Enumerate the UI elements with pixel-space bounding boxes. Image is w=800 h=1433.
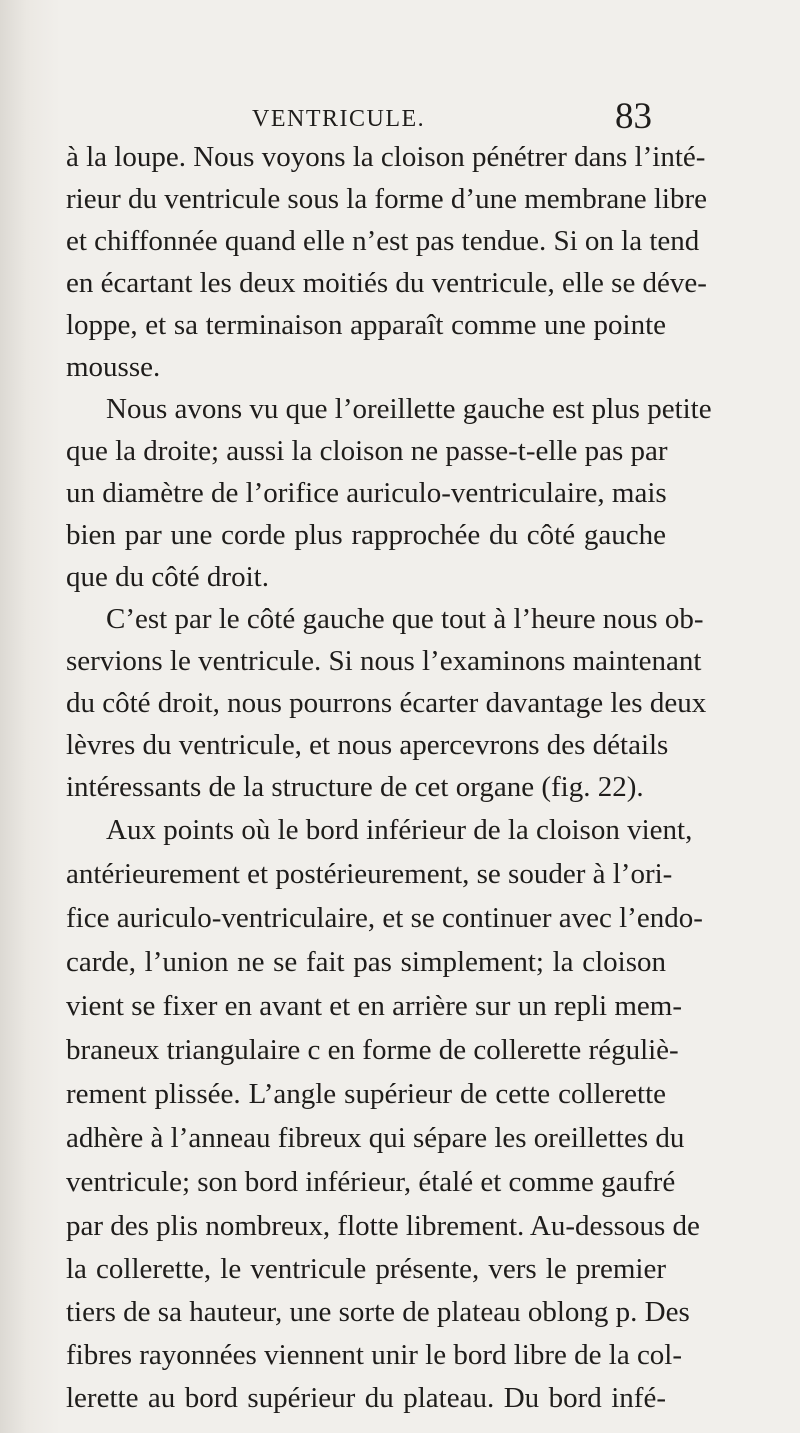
text-line: loppe, et sa terminaison apparaît comme une pointe: [66, 309, 666, 341]
text-line: du côté droit, nous pourrons écarter davantage les deux: [66, 687, 707, 719]
text-line: intéressants de la structure de cet organe (fig. 22).: [66, 771, 644, 803]
text-line: un diamètre de l’orifice auriculo-ventriculaire, mais: [66, 477, 667, 509]
text-line: fibres rayonnées viennent unir le bord libre de la col-: [66, 1339, 683, 1371]
text-line: lèvres du ventricule, et nous apercevrons des détails: [66, 729, 669, 761]
text-line: rieur du ventricule sous la forme d’une membrane libre: [66, 183, 707, 215]
text-line: C’est par le côté gauche que tout à l’heure nous ob-: [106, 603, 704, 635]
text-line: mousse.: [66, 351, 161, 383]
text-line: antérieurement et postérieurement, se souder à l’ori-: [66, 858, 673, 890]
text-line: à la loupe. Nous voyons la cloison pénétrer dans l’inté-: [66, 141, 706, 173]
text-line: la collerette, le ventricule présente, vers le premier: [66, 1253, 666, 1285]
text-line: rement plissée. L’angle supérieur de cette collerette: [66, 1078, 666, 1110]
text-line: que du côté droit.: [66, 561, 269, 593]
text-line: servions le ventricule. Si nous l’examinons maintenant: [66, 645, 702, 677]
text-line: tiers de sa hauteur, une sorte de plateau oblong p. Des: [66, 1296, 690, 1328]
text-line: que la droite; aussi la cloison ne passe-t-elle pas par: [66, 435, 668, 467]
text-line: Aux points où le bord inférieur de la cloison vient,: [106, 814, 693, 846]
text-line: Nous avons vu que l’oreillette gauche est plus petite: [106, 393, 712, 425]
text-line: bien par une corde plus rapprochée du côté gauche: [66, 519, 666, 551]
page-number: 83: [615, 96, 652, 137]
text-line: adhère à l’anneau fibreux qui sépare les oreillettes du: [66, 1122, 685, 1154]
page-header: [0, 86, 800, 137]
text-line: braneux triangulaire c en forme de collerette réguliè-: [66, 1034, 679, 1066]
text-line: carde, l’union ne se fait pas simplement; la cloison: [66, 946, 666, 978]
page-edge-shadow: [0, 0, 60, 1433]
text-line: par des plis nombreux, flotte librement. Au-dessous de: [66, 1210, 700, 1242]
running-head: VENTRICULE.: [252, 106, 426, 132]
text-line: ventricule; son bord inférieur, étalé et comme gaufré: [66, 1166, 676, 1198]
text-line: vient se fixer en avant et en arrière sur un repli mem-: [66, 990, 682, 1022]
body-text: [66, 136, 712, 1420]
text-line: lerette au bord supérieur du plateau. Du bord infé-: [66, 1382, 666, 1414]
text-line: et chiffonnée quand elle n’est pas tendue. Si on la tend: [66, 225, 700, 257]
text-line: fice auriculo-ventriculaire, et se continuer avec l’endo-: [66, 902, 703, 934]
text-line: en écartant les deux moitiés du ventricule, elle se déve-: [66, 267, 707, 299]
